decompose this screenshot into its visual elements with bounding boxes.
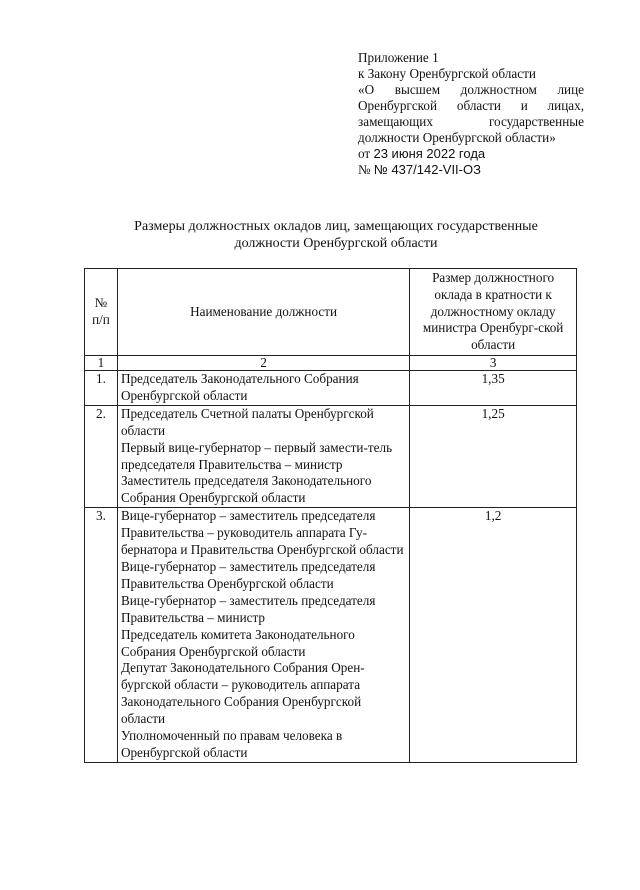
appendix-law-title-3: замещающих государственные: [358, 114, 584, 129]
appendix-law-title-4: должности Оренбургской области»: [358, 130, 556, 145]
row-positions: [117, 371, 409, 406]
document-title: [90, 218, 582, 252]
position-entry: Уполномоченный по правам человека в Оренбургской области: [120, 728, 343, 760]
position-entry: Заместитель председателя Законодательного Собрания Оренбургской области: [120, 473, 372, 506]
column-number-row: [85, 356, 577, 371]
row-num: 2.: [85, 405, 118, 507]
appendix-date: 23 июня 2022 года: [373, 146, 486, 161]
table-header-row: [85, 269, 577, 356]
row-value: 1,2: [410, 508, 577, 763]
appendix-date-line: [358, 146, 584, 162]
position-entry: Первый вице-губернатор – первый замести-тель председателя Правительства – министр: [120, 439, 393, 472]
position-entry: Вице-губернатор – заместитель председателя Правительства – министр: [120, 592, 376, 625]
column-number: 1: [85, 356, 118, 371]
header-size: Размер должностного оклада в кратности к должностному окладу министра Оренбург-ской области: [410, 269, 577, 356]
row-positions: [117, 508, 409, 763]
header-num: № п/п: [85, 269, 118, 356]
appendix-label: Приложение 1: [358, 50, 439, 65]
table-row: [85, 371, 577, 406]
table-row: [85, 508, 577, 763]
appendix-law-ref: к Закону Оренбургской области: [358, 66, 536, 81]
appendix-date-prefix: от: [358, 146, 371, 161]
table-row: [85, 405, 577, 507]
position-entry: Председатель Законодательного Собрания Оренбургской области: [120, 371, 359, 403]
row-value: 1,35: [410, 371, 577, 406]
appendix-number-line: [358, 162, 584, 178]
appendix-number: № 437/142-VII-ОЗ: [373, 162, 481, 177]
appendix-law-title-2: Оренбургской области и лицах,: [358, 98, 584, 113]
position-entry: Вице-губернатор – заместитель председателя Правительства Оренбургской области: [120, 558, 376, 591]
position-entry: Вице-губернатор – заместитель председателя Правительства – руководитель аппарата Гу-бернатора и Правительства Оренбургской области: [120, 508, 404, 558]
row-num: 1.: [85, 371, 118, 406]
salary-table: [84, 268, 577, 763]
column-number: 2: [117, 356, 409, 371]
header-name: Наименование должности: [117, 269, 409, 356]
row-num: 3.: [85, 508, 118, 763]
appendix-number-prefix: №: [358, 162, 371, 177]
position-entry: Председатель Счетной палаты Оренбургской области: [120, 405, 374, 438]
appendix-header: [358, 50, 584, 178]
position-entry: Председатель комитета Законодательного Собрания Оренбургской области: [120, 626, 355, 659]
position-entry: Депутат Законодательного Собрания Орен-бургской области – руководитель аппарата Законодательного Собрания Оренбургской области: [120, 660, 365, 727]
document-title-line-2: должности Оренбургской области: [234, 236, 438, 251]
row-positions: [117, 405, 409, 507]
row-value: 1,25: [410, 405, 577, 507]
appendix-law-title-1: «О высшем должностном лице: [358, 82, 584, 97]
document-title-line-1: Размеры должностных окладов лиц, замещающих государственные: [134, 219, 538, 234]
column-number: 3: [410, 356, 577, 371]
